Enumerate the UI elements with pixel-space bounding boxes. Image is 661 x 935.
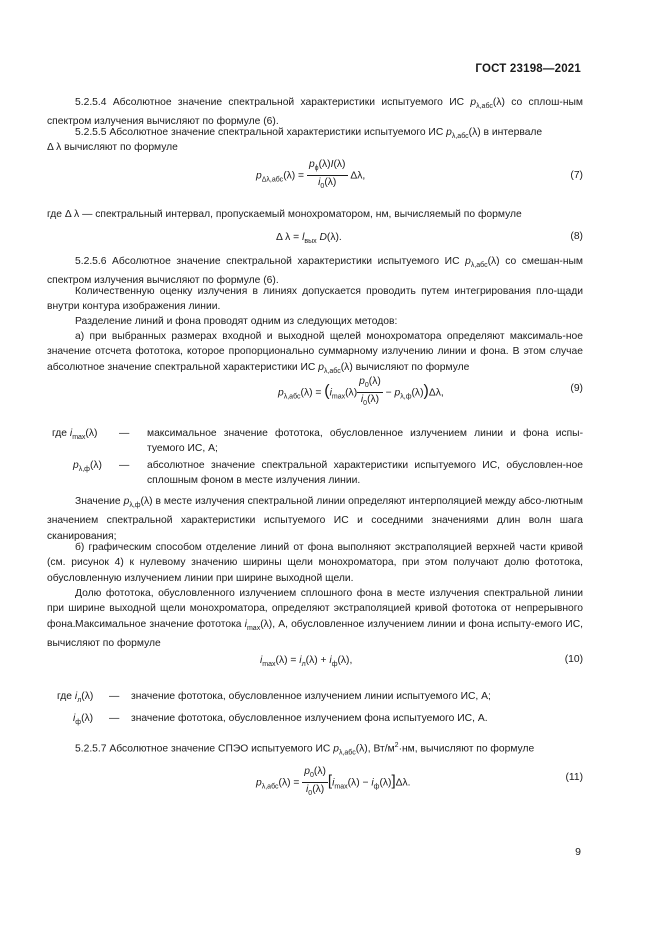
paragraph-interpolation: Значение $p_{\lambda,ф}(\lambda)$ в месте излучения спектральной линии определяют интерполяцией между абсо-лютным значением спектральной характеристики испытуемого ИС и соседними значениями длин волн шага сканирования;	[47, 496, 583, 542]
formula-8-number: (8)	[570, 231, 583, 242]
document-header: ГОСТ 23198—2021	[475, 63, 581, 75]
formula-11: $p_{\lambda,абс}(\lambda)$ = $\frac{p_0(\lambda)}{i_0(\lambda)}$ $[i_{max}(\lambda) - i_ф(\lambda)]\Delta\lambda$.	[256, 766, 411, 798]
formula-8: Δ $\lambda = l_{вых}$ D(λ).	[276, 232, 342, 246]
formula-10: $i_{max}(\lambda) = i_л(\lambda) + i_ф(\lambda)$,	[260, 655, 353, 669]
paragraph-method-a: а) при выбранных размерах входной и выходной щелей монохроматора определяют максималь-ное значение отсчета фототока, которое пропорционально суммарному излучению линии и фона. В этом случае абсолютное значение спектральной характеристики ИС $p_{\lambda,абс}(\lambda)$ вычисляют по формуле	[47, 331, 583, 375]
paragraph-methods: Разделение линий и фона проводят одним из следующих методов:	[75, 316, 398, 327]
paragraph-5-2-5-6: 5.2.5.6 Абсолютное значение спектральной характеристики испытуемого ИС $p_{\lambda,абс}(\lambda)$ со смешан-ным спектром излучения вычисляют по формуле (6).	[47, 256, 583, 287]
paragraph-5-2-5-5-cont: Δ λ вычисляют по формуле	[47, 142, 178, 153]
formula-9: $p_{\lambda,абс}(\lambda) = (i_{max}(\lambda)$ $\frac{p_0(\lambda)}{i_0(\lambda)}$ − $p_{\lambda,ф}(\lambda))\Delta\lambda$,	[278, 376, 444, 408]
paragraph-background: Долю фототока, обусловленного излучением сплошного фона в месте излучения спектральной линии при ширине выходной щели монохроматора, определяют экстраполяцией кривой фототока от непрерывного фона.	[47, 588, 583, 630]
formula-11-number: (11)	[565, 772, 583, 783]
paragraph-5-2-5-5: 5.2.5.5 Абсолютное значение спектральной характеристики испытуемого ИС $p_{\lambda,абс}(\lambda)$ в интервале	[75, 127, 543, 141]
definition-i-line: значение фототока, обусловленное излучением линии испытуемого ИС, А;	[131, 691, 491, 702]
paragraph-method-b: б) графическим способом отделение линий от фона выполняют экстраполяцией верхней части кривой (см. рисунок 4) к нулевому значению ширины щели монохроматора, при этом получают долю фототока, обусловленную излучением линии при ширине выходной щели.	[47, 542, 583, 584]
definitions-formula-9: где $i_{max}(\lambda)$ — максимальное значение фототока, обусловленное излучением линии и фона испы-туемого ИС, А; $p_{\lambda,ф}(\lambda)$ — абсолютное значение спектральной характеристики испытуемого ИС, обусловлен-ное сплошным фоном в месте излучения линии.	[52, 428, 583, 486]
definition-p-lambda-f: абсолютное значение спектральной характеристики испытуемого ИС, обусловлен-ное сплошным фоном в месте излучения линии.	[147, 460, 583, 486]
definition-imax: максимальное значение фототока, обусловленное излучением линии и фона испы-туемого ИС, А;	[147, 428, 583, 454]
paragraph-5-2-5-7: 5.2.5.7 Абсолютное значение СПЭО испытуемого ИС $p_{\lambda,абс}(\lambda)$, $Вт/м^2\cdot нм$, вычисляют по формуле	[75, 742, 535, 757]
formula-10-number: (10)	[564, 654, 583, 665]
definition-i-background: значение фототока, обусловленное излучением фона испытуемого ИС, А.	[131, 713, 488, 724]
paragraph-max-current: Максимальное значение фототока $i_{max}(\lambda)$, А, обусловленное излучением линии и фона испыту-емого ИС, вычисляют по формуле	[47, 619, 583, 650]
page-number: 9	[575, 846, 581, 858]
formula-7-number: (7)	[570, 170, 583, 181]
definitions-formula-10: где $i_л(\lambda)$ — значение фототока, обусловленное излучением линии испытуемого ИС, А; $i_ф(\lambda)$ — значение фототока, обусловленное излучением фона испытуемого ИС, А.	[57, 691, 491, 727]
paragraph-5-2-5-4: 5.2.5.4 Абсолютное значение спектральной характеристики испытуемого ИС $p_{\lambda,абс}(\lambda)$ со сплош-ным спектром излучения вычисляют по формуле (6).	[47, 97, 583, 128]
definition-delta-lambda: где Δ λ — спектральный интервал, пропускаемый монохроматором, нм, вычисляемый по формуле	[47, 209, 522, 220]
formula-9-number: (9)	[570, 383, 583, 394]
formula-7: $p_{\Delta\lambda,абс}(\lambda)$ = $\frac{p_\phi(\lambda)I(\lambda)}{i_0(\lambda)}$ Δλ,	[256, 159, 366, 191]
paragraph-line-estimation: Количественную оценку излучения в линиях допускается проводить путем интегрирования пло-щади внутри контура изображения линии.	[47, 286, 583, 313]
